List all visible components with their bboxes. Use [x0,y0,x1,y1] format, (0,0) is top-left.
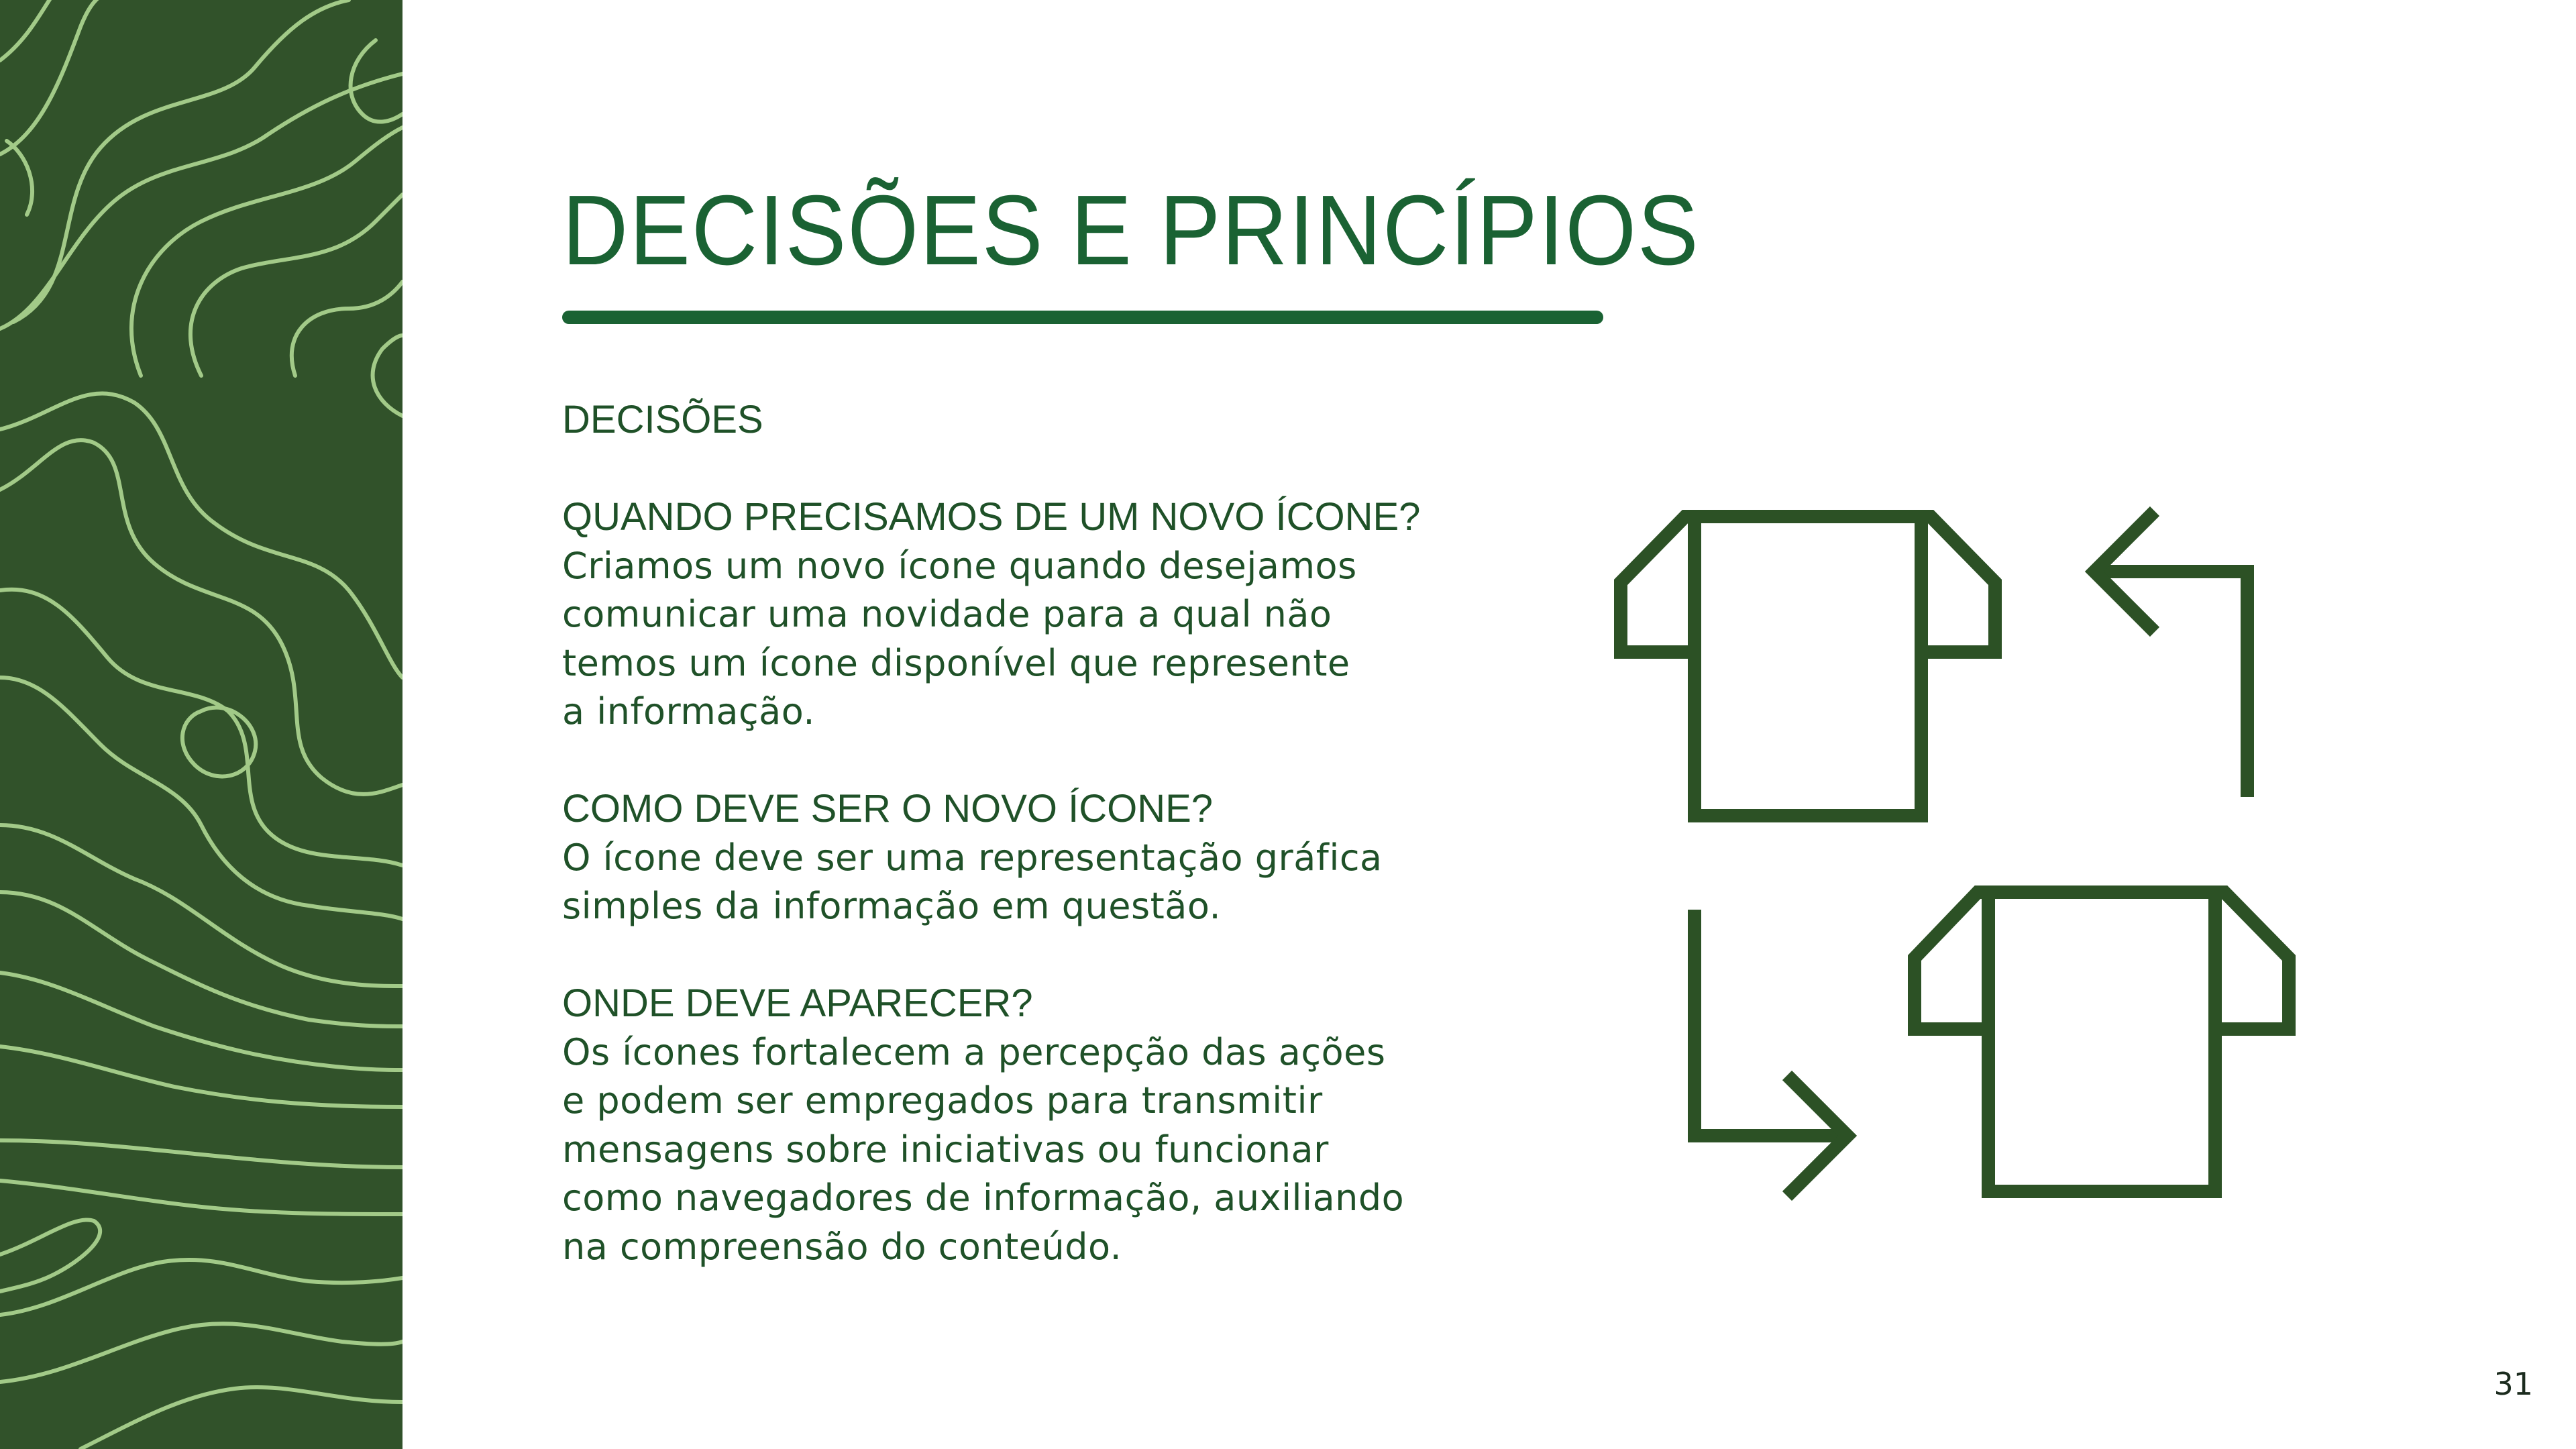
question-heading: COMO DEVE SER O NOVO ÍCONE? [562,787,1214,830]
arrow-up-left-icon [2094,511,2247,797]
tshirt-icon [1621,517,1995,816]
topographic-lines-decoration [0,0,402,1449]
content-text [562,396,1568,1271]
arrow-down-right-icon [1695,910,1847,1196]
tshirt-icon [1915,892,2289,1191]
paragraph-line: mensagens sobre iniciativas ou funcionar [562,1128,1329,1171]
question-heading: ONDE DEVE APARECER? [562,981,1033,1025]
question-heading: QUANDO PRECISAMOS DE UM NOVO ÍCONE? [562,495,1421,539]
icon-exchange-illustration [1597,496,2301,1201]
paragraph-line: como navegadores de informação, auxiliando [562,1177,1405,1219]
paragraph-line: O ícone deve ser uma representação gráfica [562,836,1383,879]
paragraph-line: na compreensão do conteúdo. [562,1225,1122,1268]
slide-title: DECISÕES E PRINCÍPIOS [562,175,1700,286]
paragraph-line: a informação. [562,690,816,733]
paragraph-line: simples da informação em questão. [562,885,1222,927]
contour-pattern-panel [0,0,402,1449]
paragraph-line: temos um ícone disponível que represente [562,641,1350,684]
paragraph-line: comunicar uma novidade para a qual não [562,593,1332,635]
title-underline [562,311,1603,324]
paragraph-line: Os ícones fortalecem a percepção das ações [562,1030,1386,1073]
section-label: DECISÕES [562,398,763,441]
page-number: 31 [2493,1366,2533,1402]
paragraph-line: e podem ser empregados para transmitir [562,1079,1323,1122]
paragraph-line: Criamos um novo ícone quando desejamos [562,544,1357,587]
